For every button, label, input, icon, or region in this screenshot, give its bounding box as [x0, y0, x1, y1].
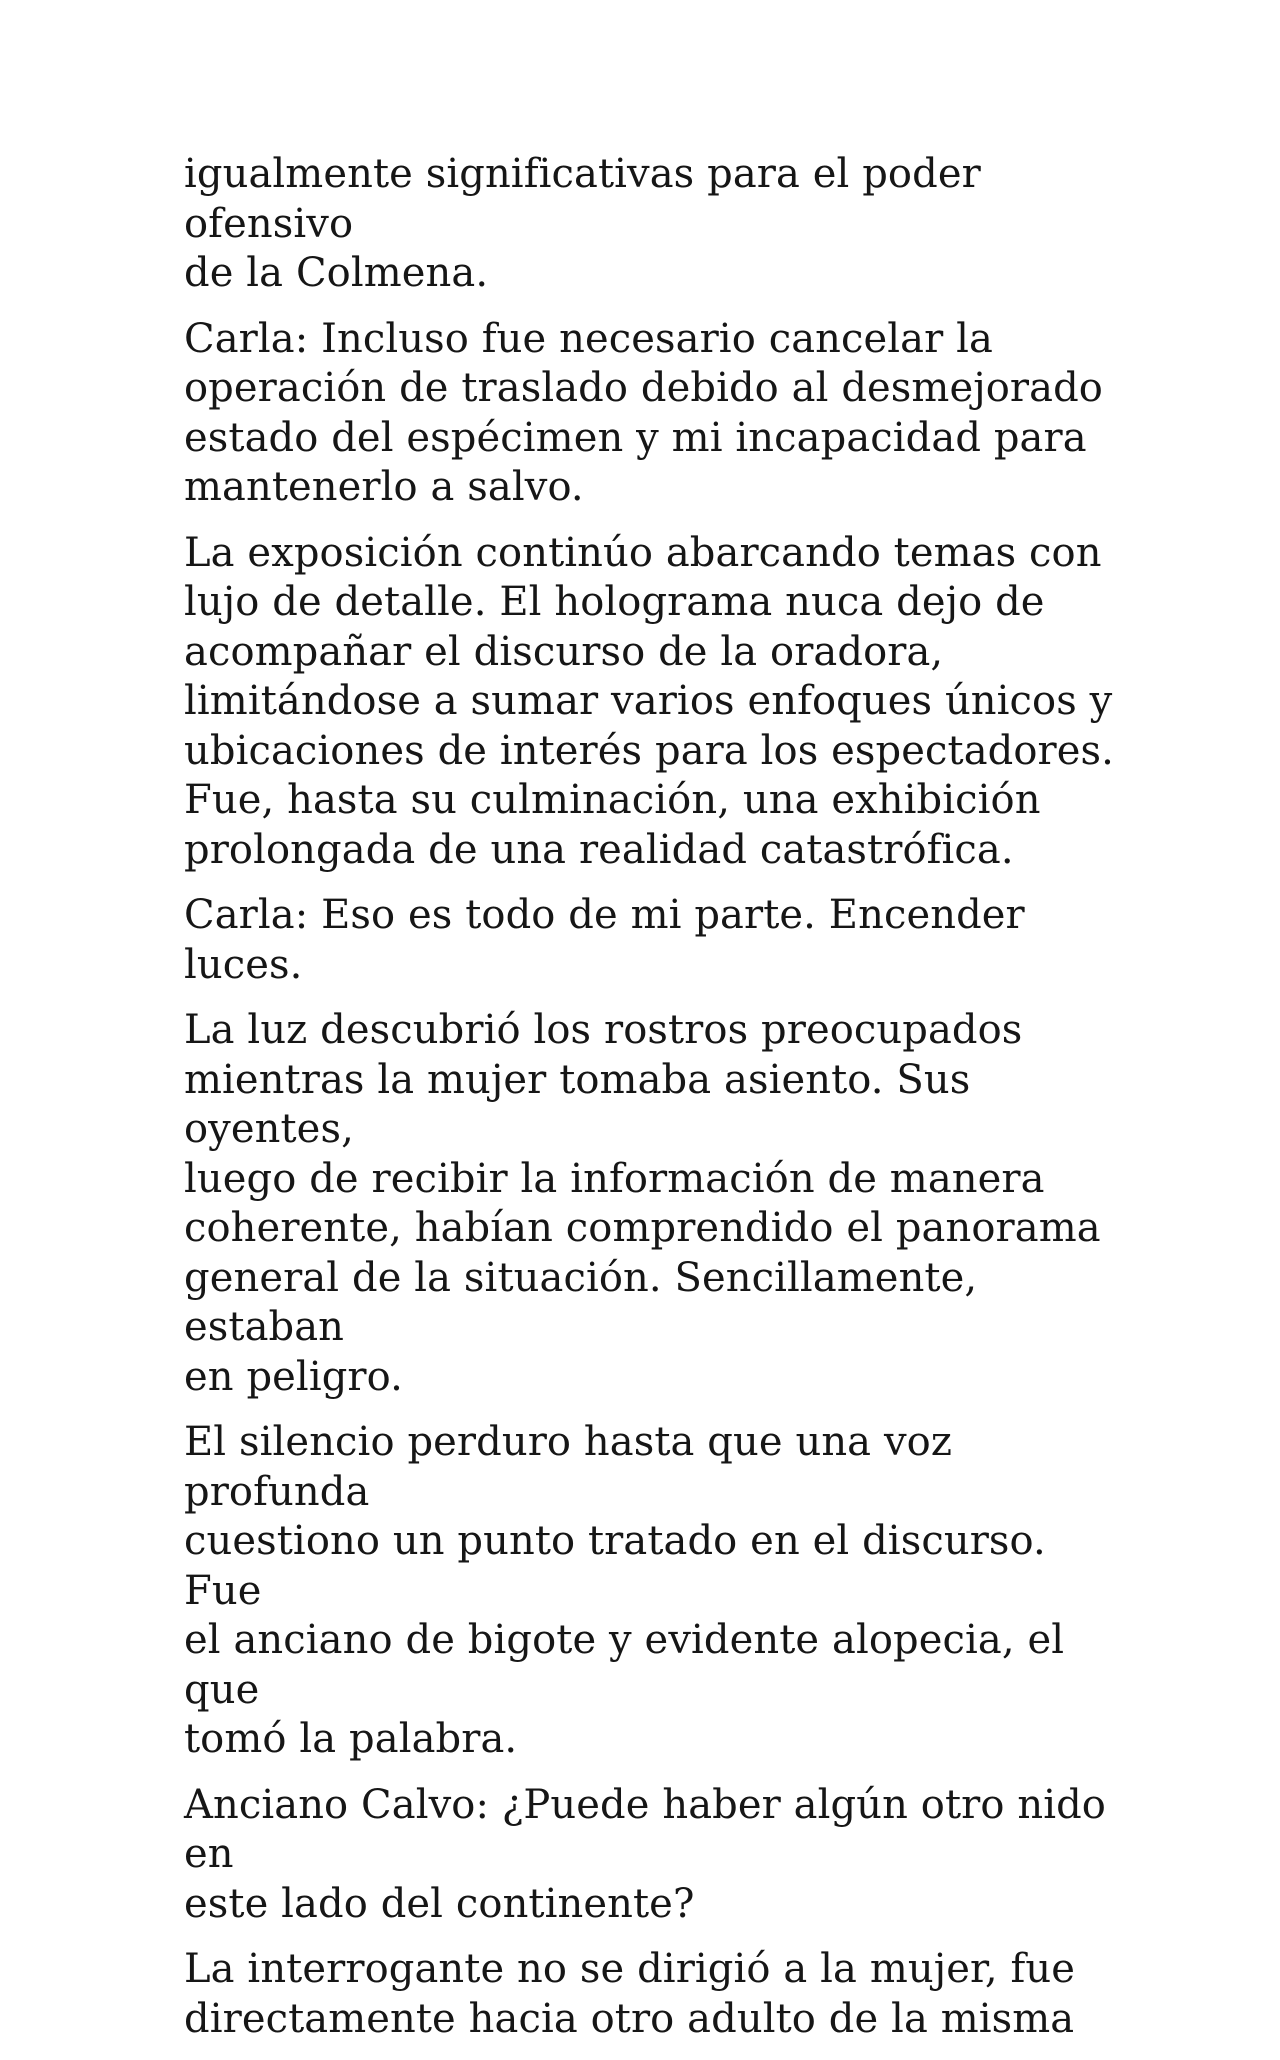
paragraph — [184, 150, 1114, 299]
text-line: mientras la mujer tomaba asiento. Sus oyentes, — [184, 1056, 971, 1152]
text-line: mantenerlo a salvo. — [184, 464, 584, 510]
text-line: lujo de detalle. El holograma nuca dejo de — [184, 579, 1045, 625]
text-line: coherente, habían comprendido el panorama — [184, 1205, 1101, 1251]
text-line: tomó la palabra. — [184, 1716, 518, 1762]
text-line: acompañar el discurso de la oradora, — [184, 628, 944, 675]
text-line: estado del espécimen y mi incapacidad para — [184, 414, 1087, 461]
text-line: de la Colmena. — [184, 250, 489, 296]
text-line: ubicaciones de interés para los espectadores. — [184, 727, 1114, 774]
text-line: La interrogante no se dirigió a la mujer, fue — [184, 1946, 1075, 1992]
text-line: directamente hacia otro adulto de la misma — [184, 1995, 1075, 2042]
paragraph — [184, 1418, 1114, 1765]
text-line: La exposición continúo abarcando temas con — [184, 529, 1102, 576]
text-line: Anciano Calvo: ¿Puede haber algún otro nido en — [184, 1781, 1106, 1877]
paragraph — [184, 1781, 1114, 1930]
paragraph — [184, 529, 1114, 876]
text-line: luego de recibir la información de manera — [184, 1155, 1045, 1202]
text-line: el anciano de bigote y evidente alopecia, el que — [184, 1617, 1065, 1713]
text-line: Carla: Incluso fue necesario cancelar la — [184, 315, 993, 362]
text-line: en peligro. — [184, 1353, 403, 1400]
paragraph — [184, 315, 1114, 513]
paragraph — [184, 1006, 1114, 1402]
text-line: El silencio perduro hasta que una voz profunda — [184, 1419, 952, 1515]
text-line: general de la situación. Sencillamente, estaban — [184, 1254, 978, 1350]
text-line: limitándose a sumar varios enfoques únicos y — [184, 678, 1113, 724]
paragraph — [184, 891, 1114, 990]
text-line: este lado del continente? — [184, 1880, 695, 1927]
body-text — [184, 150, 1114, 2060]
text-line: La luz descubrió los rostros preocupados — [184, 1007, 1023, 1053]
paragraph — [184, 1945, 1114, 2044]
text-line: operación de traslado debido al desmejorado — [184, 365, 1103, 411]
text-line: prolongada de una realidad catastrófica. — [184, 826, 1014, 873]
text-line: igualmente significativas para el poder ofensivo — [184, 151, 981, 247]
text-line: Fue, hasta su culminación, una exhibición — [184, 777, 1041, 823]
text-line: cuestiono un punto tratado en el discurso. Fue — [184, 1518, 1046, 1614]
text-line: Carla: Eso es todo de mi parte. Encender luces. — [184, 892, 1025, 988]
